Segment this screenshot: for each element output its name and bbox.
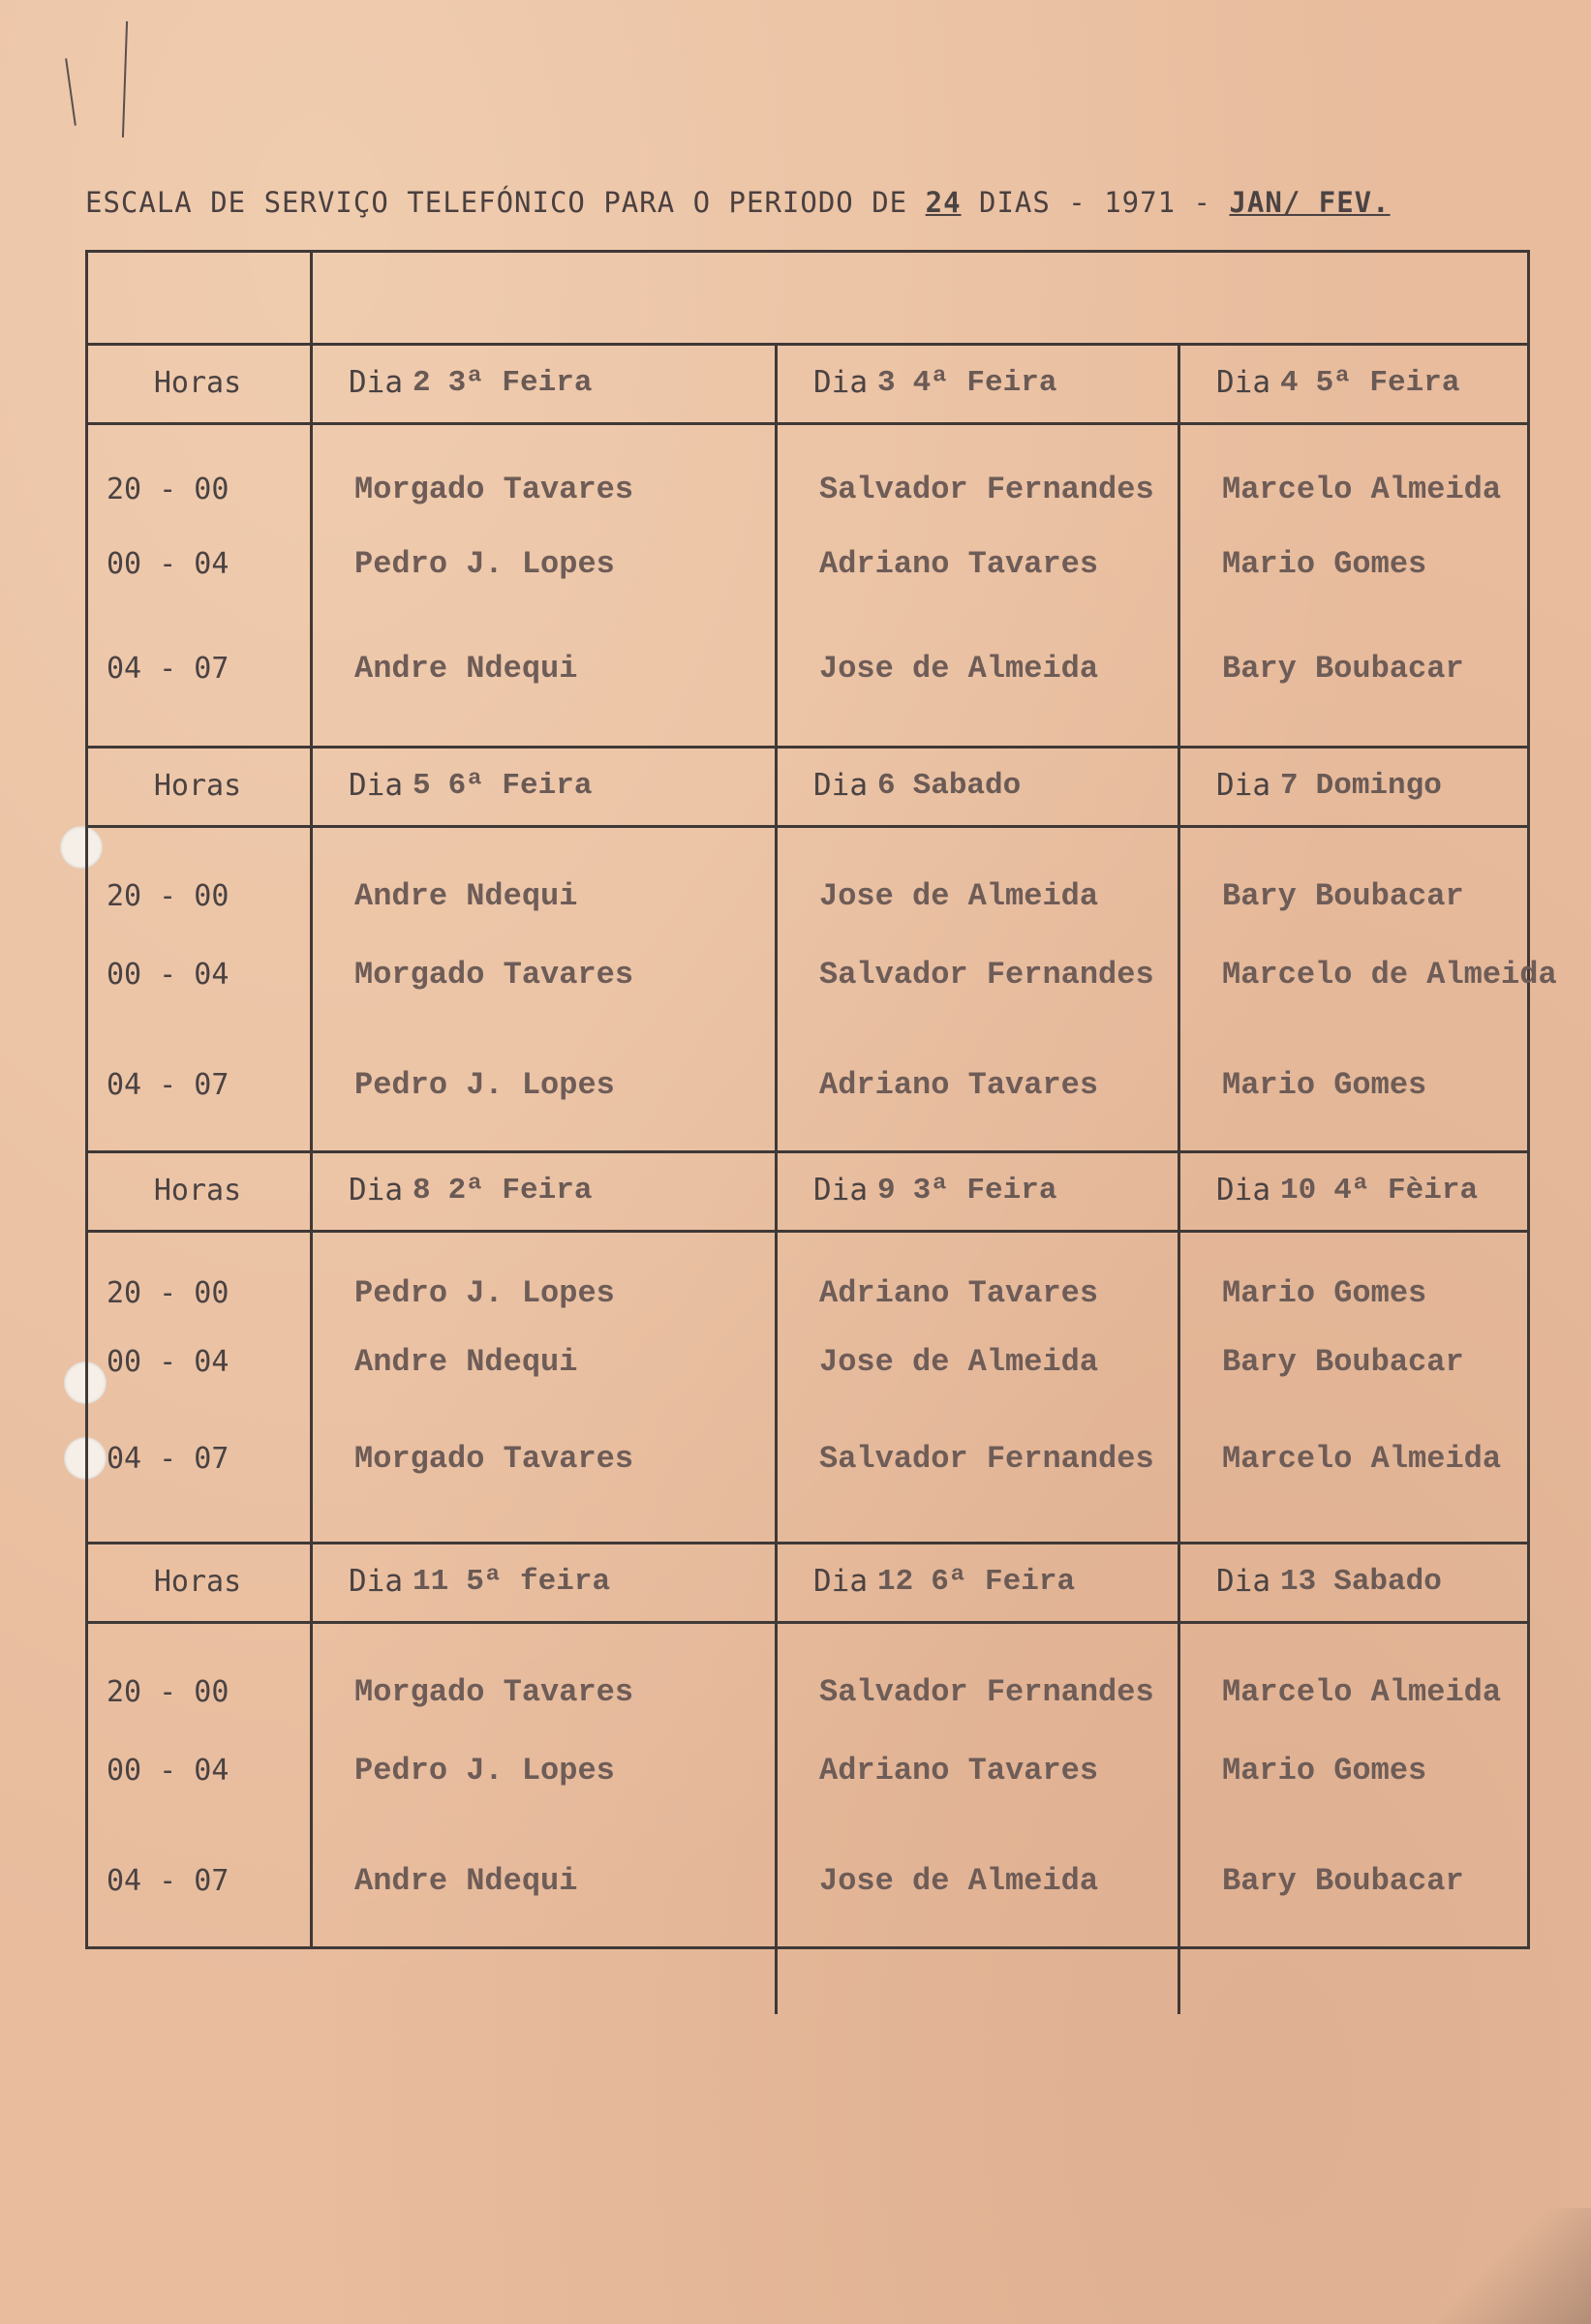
document-title: [85, 186, 1538, 219]
operator-name: [310, 1664, 775, 1722]
operator-name: [310, 1742, 775, 1800]
worn-corner: [1436, 2208, 1591, 2324]
operator-name-text: Bary Boubacar: [1222, 650, 1464, 687]
operator-name: [1178, 1742, 1530, 1800]
block-header-bottom-line: [85, 1230, 1530, 1233]
operator-name: [1178, 1664, 1530, 1722]
day-label: Dia: [349, 365, 403, 400]
operator-name-text: Mario Gomes: [1222, 1753, 1427, 1789]
day-weekday: Domingo: [1315, 768, 1442, 803]
shift-time-text: 00 - 04: [107, 958, 229, 993]
operator-name: [310, 1852, 775, 1911]
operator-name-text: Pedro J. Lopes: [354, 1753, 615, 1789]
operator-name-text: Adriano Tavares: [819, 545, 1099, 582]
schedule-table: [85, 229, 1557, 1967]
day-header: [1178, 343, 1530, 422]
day-label: Dia: [349, 1173, 403, 1208]
operator-name-text: Marcelo Almeida: [1222, 472, 1502, 508]
table-top-border: [85, 250, 1530, 253]
day-number: 11: [413, 1564, 449, 1599]
operator-name-text: Andre Ndequi: [354, 650, 578, 687]
operator-name: [775, 1056, 1178, 1115]
shift-time: [85, 1664, 310, 1722]
block-header-bottom-line: [85, 1621, 1530, 1624]
day-number: 13: [1280, 1564, 1317, 1599]
operator-name: [775, 1264, 1178, 1322]
operator-name-text: Salvador Fernandes: [819, 1441, 1154, 1478]
operator-name: [1178, 946, 1557, 1004]
day-header: [1178, 746, 1530, 825]
day-label: Dia: [813, 1564, 868, 1599]
shift-time-text: 20 - 00: [107, 1675, 229, 1710]
day-header: [775, 1542, 1178, 1621]
operator-name-text: Mario Gomes: [1222, 1067, 1427, 1104]
operator-name-text: Andre Ndequi: [354, 878, 578, 915]
operator-name-text: Jose de Almeida: [819, 878, 1099, 915]
operator-name: [310, 1264, 775, 1322]
shift-time: [85, 1742, 310, 1800]
operator-name: [310, 639, 775, 697]
shift-time: [85, 1264, 310, 1322]
day-header: [775, 343, 1178, 422]
operator-name-text: Morgado Tavares: [354, 1441, 634, 1478]
operator-name: [775, 639, 1178, 697]
operator-name-text: Andre Ndequi: [354, 1343, 578, 1380]
operator-name: [310, 1056, 775, 1115]
day-weekday: 5ª Feira: [1315, 365, 1460, 400]
days-count: 24: [925, 186, 962, 219]
hours-header-label: Horas: [153, 1173, 242, 1208]
shift-time: [85, 639, 310, 697]
day-number: 5: [413, 768, 431, 803]
block-header-bottom-line: [85, 825, 1530, 828]
operator-name: [1178, 535, 1530, 593]
day-weekday: Sabado: [1333, 1564, 1442, 1599]
day-weekday: 6ª Feira: [447, 768, 593, 803]
day-header: [1178, 1150, 1530, 1230]
day-header: [310, 746, 775, 825]
operator-name: [775, 1332, 1178, 1391]
shift-time: [85, 1430, 310, 1488]
day-label: Dia: [349, 1564, 403, 1599]
operator-name: [1178, 1430, 1530, 1488]
day-number: 8: [413, 1173, 431, 1208]
hours-header-label: Horas: [153, 365, 242, 400]
shift-time: [85, 461, 310, 519]
operator-name: [775, 535, 1178, 593]
day-number: 2: [413, 365, 431, 400]
operator-name: [310, 946, 775, 1004]
title-days: DIAS - 1971 -: [979, 186, 1211, 219]
operator-name: [310, 868, 775, 926]
operator-name-text: Mario Gomes: [1222, 1274, 1427, 1311]
shift-time-text: 00 - 04: [107, 1344, 229, 1379]
day-number: 9: [877, 1173, 896, 1208]
day-weekday: 5ª feira: [466, 1564, 611, 1599]
hours-header-label: Horas: [153, 1564, 242, 1599]
day-number: 12: [877, 1564, 914, 1599]
operator-name: [775, 1742, 1178, 1800]
day-label: Dia: [813, 1173, 868, 1208]
day-weekday: 6ª Feira: [931, 1564, 1076, 1599]
shift-time: [85, 1852, 310, 1911]
operator-name-text: Adriano Tavares: [819, 1067, 1099, 1104]
table-bottom-border: [85, 1946, 1530, 1949]
block-header-bottom-line: [85, 422, 1530, 425]
operator-name-text: Jose de Almeida: [819, 650, 1099, 687]
operator-name-text: Pedro J. Lopes: [354, 545, 615, 582]
operator-name-text: Pedro J. Lopes: [354, 1274, 615, 1311]
operator-name: [1178, 1332, 1530, 1391]
day-header: [310, 343, 775, 422]
operator-name: [310, 461, 775, 519]
operator-name: [310, 1332, 775, 1391]
shift-time-text: 20 - 00: [107, 879, 229, 914]
operator-name: [310, 1430, 775, 1488]
shift-time: [85, 946, 310, 1004]
operator-name-text: Salvador Fernandes: [819, 957, 1154, 994]
operator-name-text: Salvador Fernandes: [819, 1674, 1154, 1711]
day-label: Dia: [349, 768, 403, 803]
hours-header: [85, 1150, 310, 1230]
operator-name-text: Marcelo Almeida: [1222, 1674, 1502, 1711]
shift-time-text: 00 - 04: [107, 546, 229, 581]
hours-header: [85, 1542, 310, 1621]
shift-time-text: 04 - 07: [107, 651, 229, 686]
day-header: [775, 1150, 1178, 1230]
operator-name-text: Bary Boubacar: [1222, 1863, 1464, 1900]
day-label: Dia: [1216, 365, 1270, 400]
title-months: JAN/ FEV.: [1229, 186, 1391, 219]
shift-time: [85, 1332, 310, 1391]
shift-time: [85, 868, 310, 926]
operator-name-text: Pedro J. Lopes: [354, 1067, 615, 1104]
operator-name: [775, 1852, 1178, 1911]
operator-name-text: Marcelo de Almeida: [1222, 957, 1557, 994]
day-label: Dia: [1216, 1564, 1270, 1599]
operator-name-text: Adriano Tavares: [819, 1753, 1099, 1789]
operator-name: [1178, 1264, 1530, 1322]
operator-name: [775, 946, 1178, 1004]
operator-name: [1178, 1852, 1530, 1911]
title-prefix: ESCALA DE SERVIÇO TELEFÓNICO PARA O PERIODO DE: [85, 186, 908, 219]
operator-name-text: Bary Boubacar: [1222, 878, 1464, 915]
operator-name-text: Mario Gomes: [1222, 545, 1427, 582]
day-label: Dia: [1216, 768, 1270, 803]
shift-time-text: 00 - 04: [107, 1754, 229, 1789]
operator-name-text: Marcelo Almeida: [1222, 1441, 1502, 1478]
operator-name: [1178, 1056, 1530, 1115]
day-weekday: Sabado: [912, 768, 1022, 803]
day-weekday: 2ª Feira: [447, 1173, 593, 1208]
operator-name-text: Salvador Fernandes: [819, 472, 1154, 508]
shift-time-text: 04 - 07: [107, 1864, 229, 1899]
operator-name-text: Adriano Tavares: [819, 1274, 1099, 1311]
operator-name-text: Andre Ndequi: [354, 1863, 578, 1900]
operator-name: [1178, 461, 1530, 519]
operator-name-text: Morgado Tavares: [354, 472, 634, 508]
day-number: 4: [1280, 365, 1299, 400]
day-weekday: 4ª Feira: [912, 365, 1057, 400]
day-header: [1178, 1542, 1530, 1621]
shift-time-text: 04 - 07: [107, 1068, 229, 1103]
operator-name-text: Jose de Almeida: [819, 1343, 1099, 1380]
day-header: [310, 1150, 775, 1230]
operator-name: [775, 1664, 1178, 1722]
day-label: Dia: [813, 365, 868, 400]
day-weekday: 4ª Fèira: [1333, 1173, 1479, 1208]
day-header: [775, 746, 1178, 825]
operator-name: [310, 535, 775, 593]
operator-name: [1178, 868, 1530, 926]
operator-name-text: Morgado Tavares: [354, 1674, 634, 1711]
day-label: Dia: [1216, 1173, 1270, 1208]
hours-header: [85, 746, 310, 825]
operator-name: [775, 1430, 1178, 1488]
day-weekday: 3ª Feira: [447, 365, 593, 400]
shift-time: [85, 1056, 310, 1115]
operator-name: [775, 868, 1178, 926]
day-number: 7: [1280, 768, 1299, 803]
shift-time-text: 20 - 00: [107, 473, 229, 507]
shift-time: [85, 535, 310, 593]
hours-header: [85, 343, 310, 422]
day-header: [310, 1542, 775, 1621]
operator-name: [775, 461, 1178, 519]
day-number: 3: [877, 365, 896, 400]
day-number: 10: [1280, 1173, 1317, 1208]
hours-header-label: Horas: [153, 768, 242, 803]
operator-name: [1178, 639, 1530, 697]
day-weekday: 3ª Feira: [912, 1173, 1057, 1208]
shift-time-text: 04 - 07: [107, 1442, 229, 1477]
operator-name-text: Jose de Almeida: [819, 1863, 1099, 1900]
operator-name-text: Bary Boubacar: [1222, 1343, 1464, 1380]
day-number: 6: [877, 768, 896, 803]
shift-time-text: 20 - 00: [107, 1275, 229, 1310]
day-label: Dia: [813, 768, 868, 803]
operator-name-text: Morgado Tavares: [354, 957, 634, 994]
